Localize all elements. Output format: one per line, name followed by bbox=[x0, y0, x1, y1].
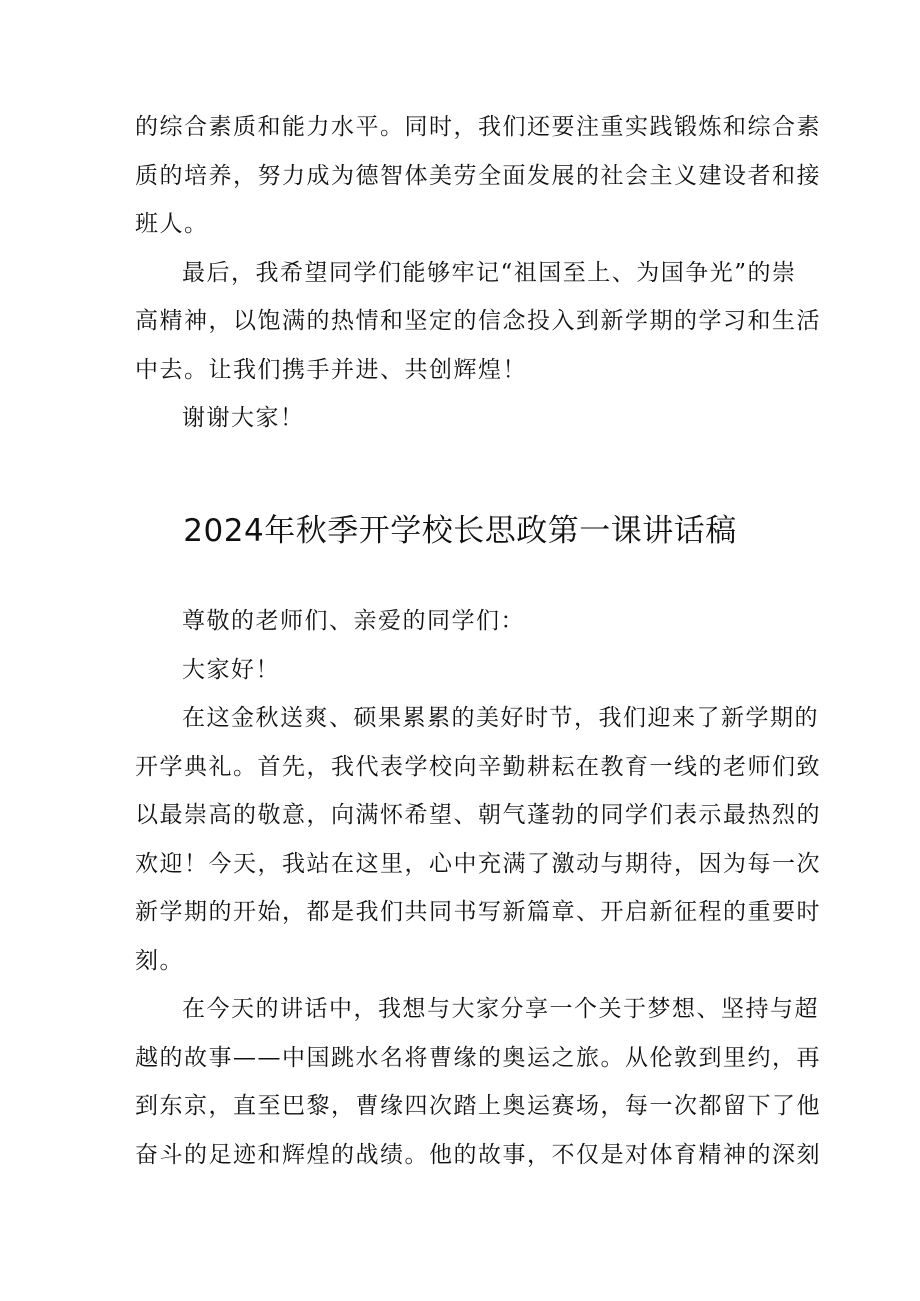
paragraph-line: 到东京，直至巴黎，曹缘四次踏上奥运赛场，每一次都留下了他 bbox=[135, 1093, 821, 1119]
greeting: 大家好！ bbox=[182, 656, 280, 683]
paragraph-line: 质的培养，努力成为德智体美劳全面发展的社会主义建设者和接 bbox=[135, 162, 821, 189]
thanks-line: 谢谢大家！ bbox=[182, 405, 305, 431]
paragraph-line: 中去。让我们携手并进、共创辉煌！ bbox=[135, 356, 527, 383]
paragraph-line: 的综合素质和能力水平。同时，我们还要注重实践锻炼和综合素 bbox=[135, 114, 821, 140]
closing-section bbox=[135, 103, 821, 443]
paragraph-line: 开学典礼。首先，我代表学校向辛勤耕耘在教育一线的老师们致 bbox=[135, 753, 821, 780]
paragraph-line: 最后，我希望同学们能够牢记“祖国至上、为国争光”的崇 bbox=[182, 259, 797, 286]
paragraph-line: 在这金秋送爽、硕果累累的美好时节，我们迎来了新学期的 bbox=[182, 705, 819, 731]
paragraph-line: 越的故事——中国跳水名将曹缘的奥运之旅。从伦敦到里约，再 bbox=[135, 1044, 821, 1071]
paragraph-line: 奋斗的足迹和辉煌的战绩。他的故事，不仅是对体育精神的深刻 bbox=[135, 1141, 821, 1168]
paragraph-line: 高精神，以饱满的热情和坚定的信念投入到新学期的学习和生活 bbox=[135, 308, 821, 334]
paragraph-line: 班人。 bbox=[135, 211, 209, 237]
document-title: 2024年秋季开学校长思政第一课讲话稿 bbox=[183, 513, 737, 549]
paragraph-line: 以最崇高的敬意，向满怀希望、朝气蓬勃的同学们表示最热烈的 bbox=[135, 802, 821, 828]
speech-body bbox=[135, 597, 821, 1179]
paragraph-line: 在今天的讲话中，我想与大家分享一个关于梦想、坚持与超 bbox=[182, 996, 819, 1022]
salutation: 尊敬的老师们、亲爱的同学们： bbox=[182, 608, 525, 634]
paragraph-line: 刻。 bbox=[135, 947, 184, 974]
paragraph-line: 欢迎！今天，我站在这里，心中充满了激动与期待，因为每一次 bbox=[135, 850, 821, 877]
paragraph-line: 新学期的开始，都是我们共同书写新篇章、开启新征程的重要时 bbox=[135, 899, 821, 925]
